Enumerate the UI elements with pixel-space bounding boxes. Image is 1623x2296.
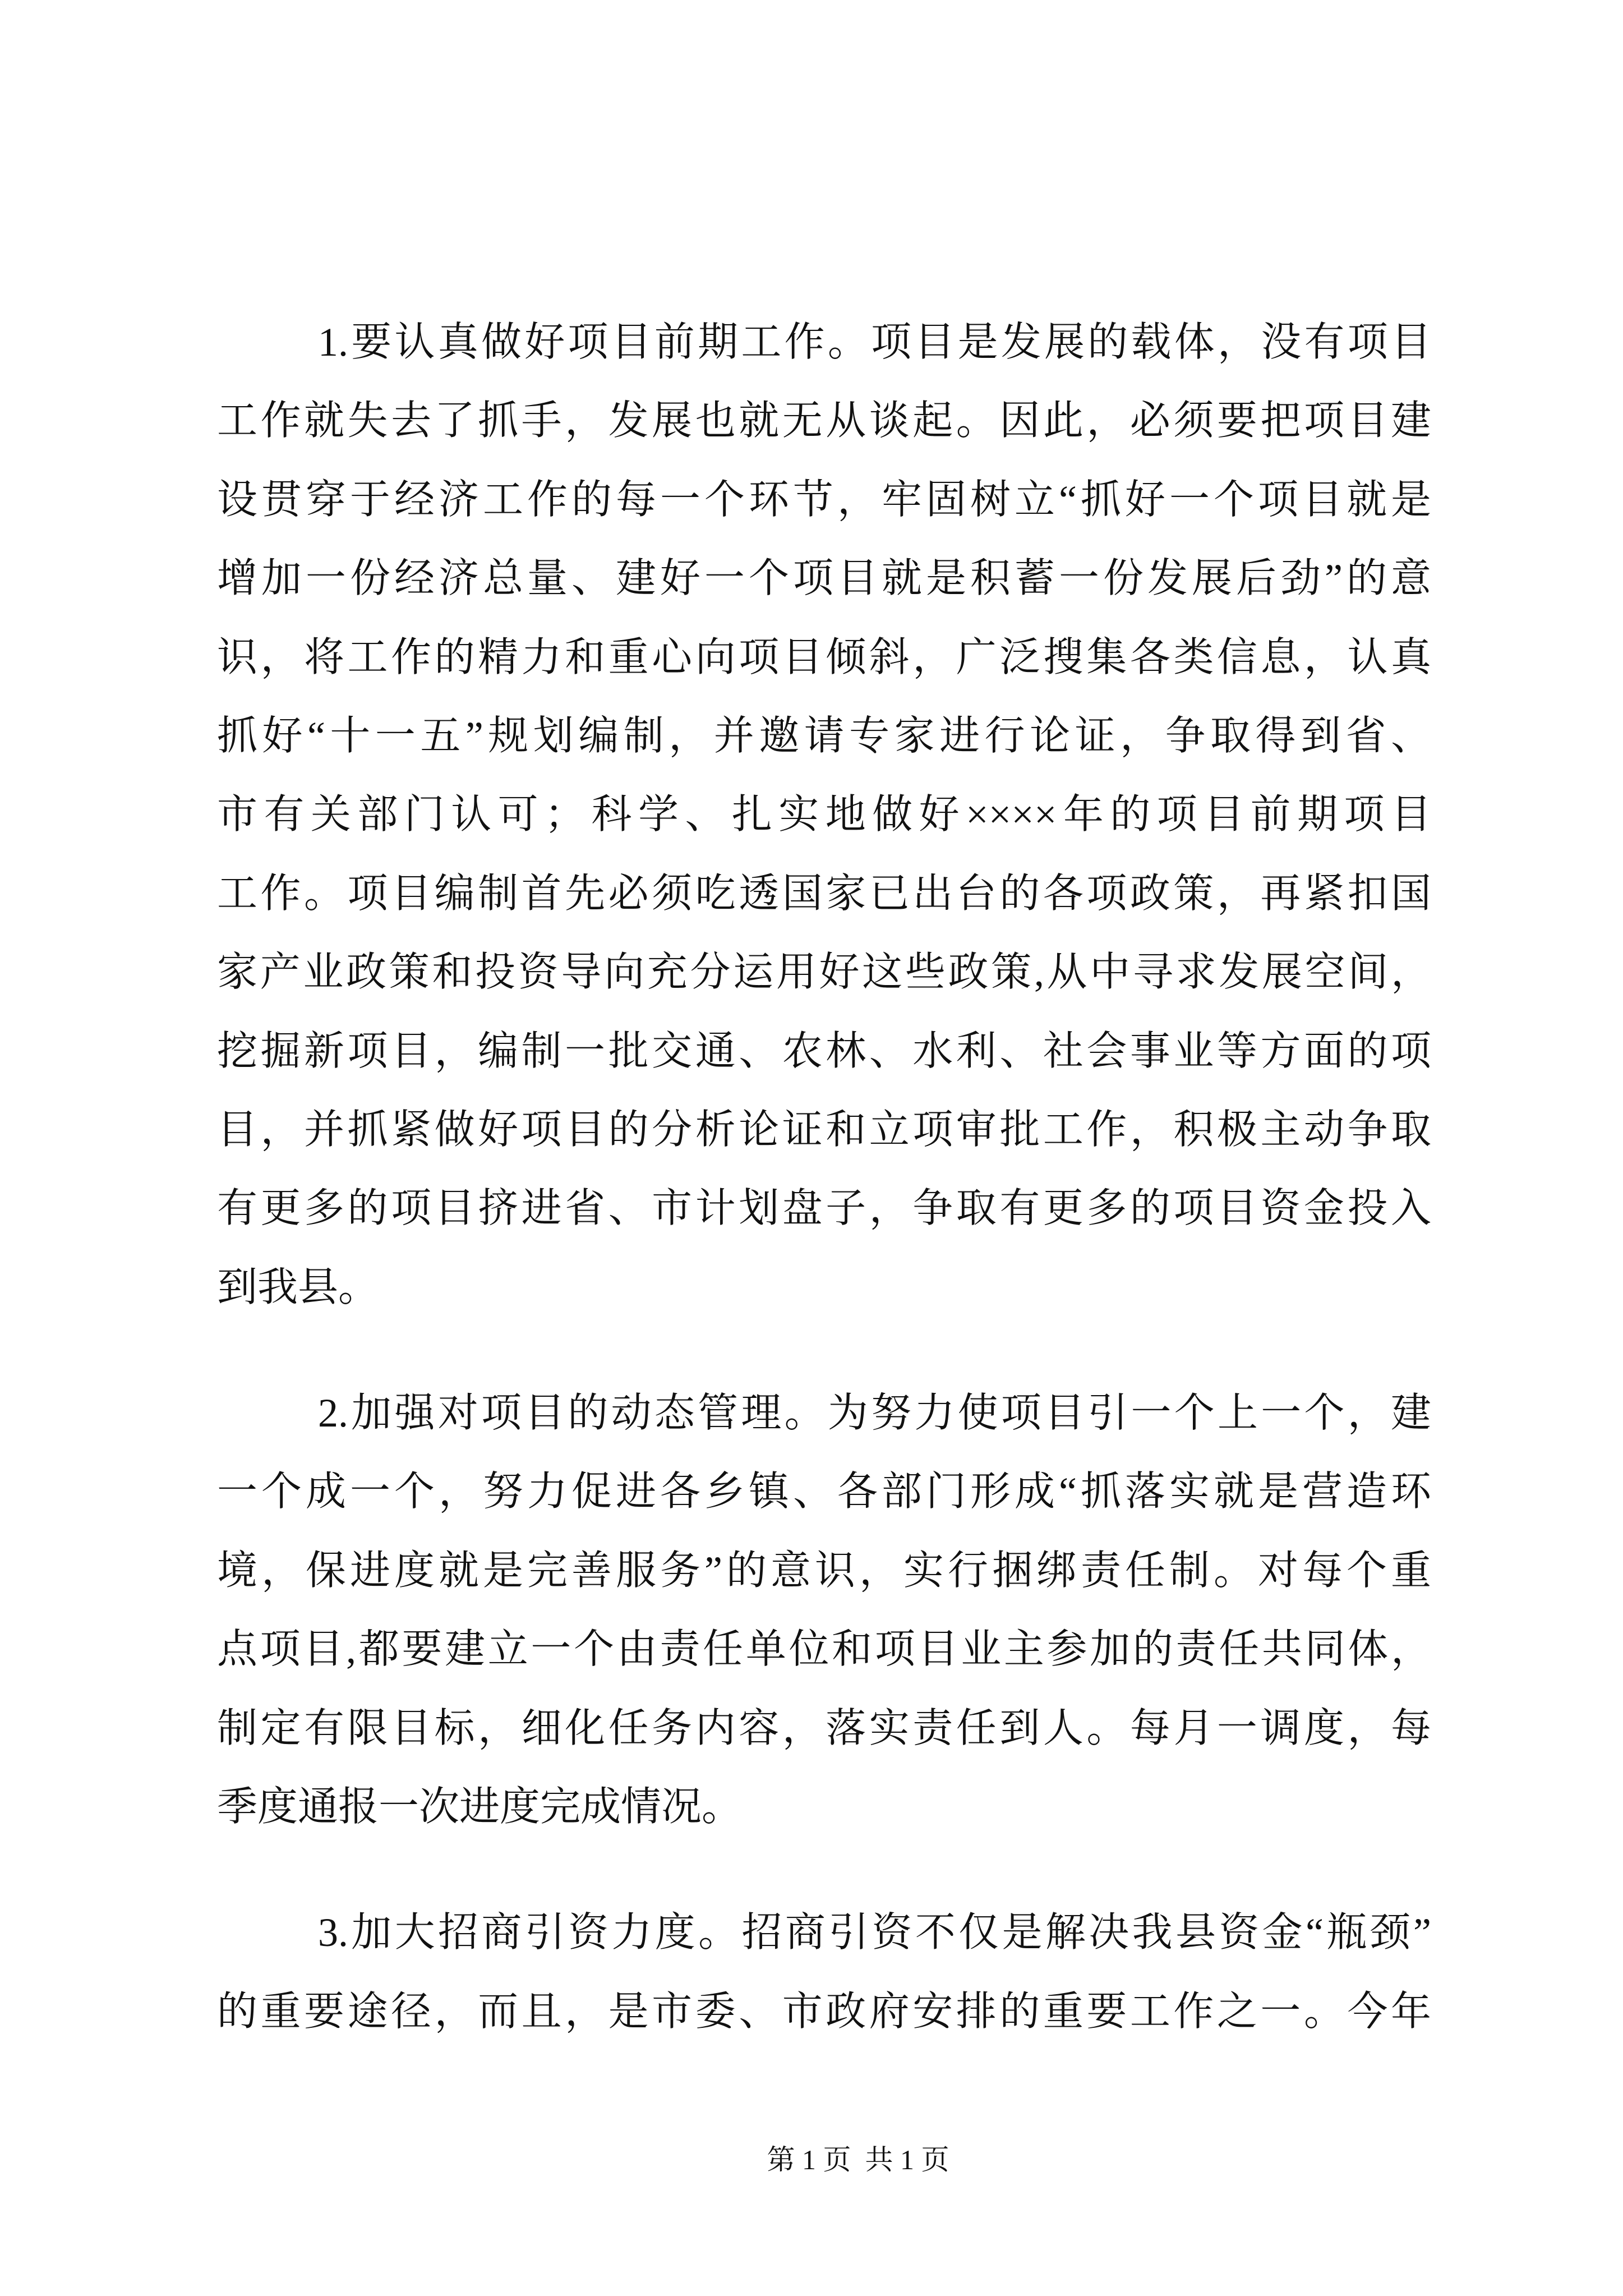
paragraph-line: 的重要途径，而且，是市委、市政府安排的重要工作之一。今年 [217,1989,1431,2034]
document-body [217,303,1431,2098]
paragraph-line: 目，并抓紧做好项目的分析论证和立项审批工作，积极主动争取 [217,1107,1431,1152]
paragraph-line: 增加一份经济总量、建好一个项目就是积蓄一份发展后劲”的意 [217,556,1431,601]
paragraph-line: 到我县。 [217,1264,379,1310]
paragraph-line: 制定有限目标，细化任务内容，落实责任到人。每月一调度，每 [217,1705,1431,1751]
paragraph-1 [217,303,1431,1327]
paragraph-2 [217,1374,1431,1846]
paragraph-line: 境，保进度就是完善服务”的意识，实行捆绑责任制。对每个重 [217,1548,1431,1593]
paragraph-line: 有更多的项目挤进省、市计划盘子，争取有更多的项目资金投入 [217,1186,1431,1231]
page-footer: 第 1 页 共 1 页 [767,2144,949,2175]
paragraph-line: 工作。项目编制首先必须吃透国家已出台的各项政策，再紧扣国 [217,871,1431,916]
paragraph-3 [217,1893,1431,2051]
paragraph-line: 家产业政策和投资导向充分运用好这些政策,从中寻求发展空间， [217,950,1431,995]
paragraph-line: 抓好“十一五”规划编制，并邀请专家进行论证，争取得到省、 [217,713,1431,758]
paragraph-line: 季度通报一次进度完成情况。 [217,1784,743,1830]
paragraph-line: 市有关部门认可；科学、扎实地做好××××年的项目前期项目 [217,792,1431,838]
paragraph-line: 3.加大招商引资力度。招商引资不仅是解决我县资金“瓶颈” [318,1910,1431,1955]
paragraph-line: 2.加强对项目的动态管理。为努力使项目引一个上一个，建 [318,1391,1431,1436]
paragraph-line: 识，将工作的精力和重心向项目倾斜，广泛搜集各类信息，认真 [217,634,1431,680]
paragraph-line: 设贯穿于经济工作的每一个环节，牢固树立“抓好一个项目就是 [217,477,1431,522]
paragraph-line: 一个成一个，努力促进各乡镇、各部门形成“抓落实就是营造环 [217,1469,1431,1515]
paragraph-line: 1.要认真做好项目前期工作。项目是发展的载体，没有项目 [318,320,1431,365]
paragraph-line: 工作就失去了抓手，发展也就无从谈起。因此，必须要把项目建 [217,398,1431,444]
paragraph-line: 点项目,都要建立一个由责任单位和项目业主参加的责任共同体， [217,1627,1431,1672]
paragraph-line: 挖掘新项目，编制一批交通、农林、水利、社会事业等方面的项 [217,1028,1431,1074]
